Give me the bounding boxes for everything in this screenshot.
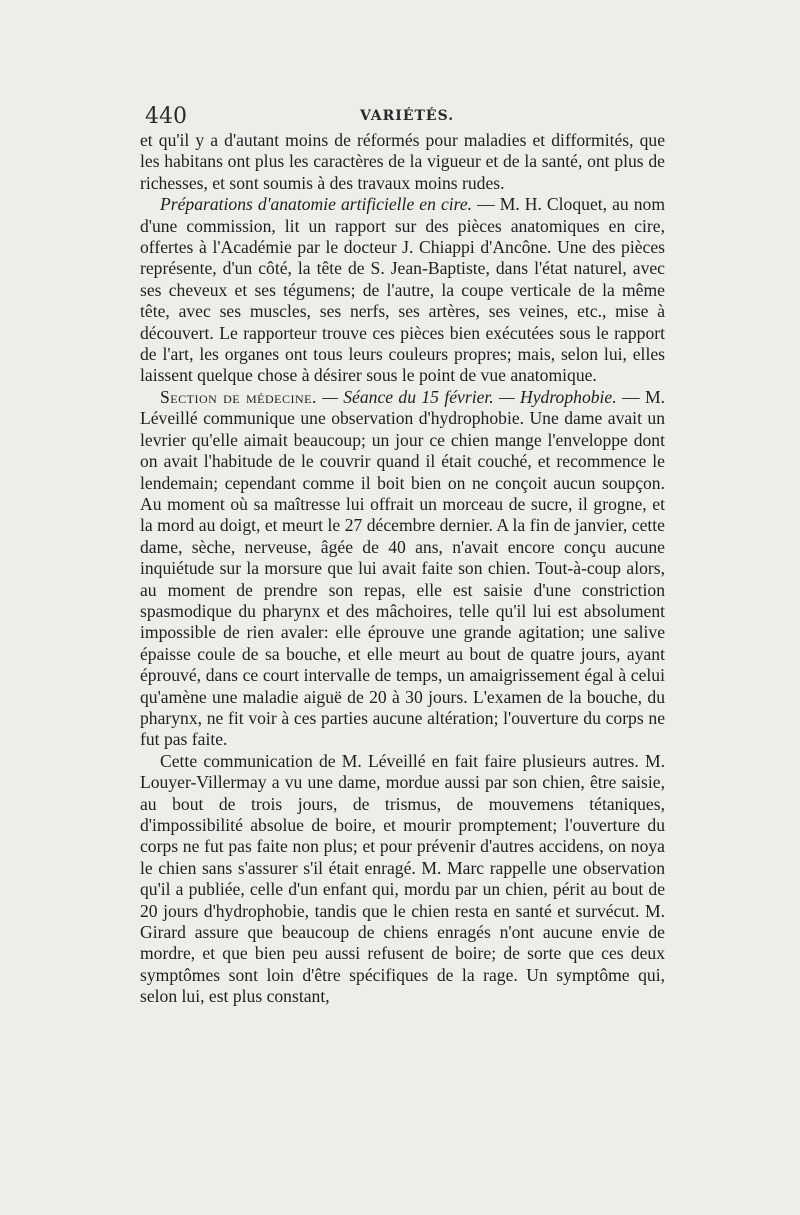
paragraph-1-text: et qu'il y a d'autant moins de réformés pour maladies et difformités, que les habitans ont plus les caractères de la vigueur et de la santé, ont plus de richesses, et sont soumis à des travaux moins rudes. — [140, 130, 665, 193]
paragraph-4-text: Cette communication de M. Léveillé en fait faire plusieurs autres. M. Louyer-Villermay a vu une dame, mordue aussi par son chien, être saisie, au bout de trois jours, de trismus, de mouvemens tétaniques, d'impossibilité absolue de boire, et mourir promptement; l'ouverture du corps ne fut pas faite non plus; et pour prévenir d'autres accidens, on noya le chien sans s'assurer s'il était enragé. M. Marc rappelle une observation qu'il a publiée, celle d'un enfant qui, mordu par un chien, périt au bout de 20 jours d'hydrophobie, tandis que le chien resta en santé et survécut. M. Girard assure que beaucoup de chiens enragés n'ont aucune envie de mordre, et que bien peu aussi refusent de boire; de sorte que ces deux symptômes sont loin d'être spécifiques de la rage. Un symptôme qui, selon lui, est plus constant, — [140, 750, 665, 1007]
paragraph-2-heading: Préparations d'anatomie artificielle en cire. — [160, 194, 473, 215]
body-text — [140, 130, 665, 1008]
section-heading: Section de médecine. — [160, 386, 317, 407]
paragraph-1 — [140, 130, 665, 194]
paragraph-2-text: — M. H. Cloquet, au nom d'une commission, lit un rapport sur des pièces anatomiques en cire, offertes à l'Académie par le docteur J. Chiappi d'Ancône. Une des pièces représente, d'un côté, la tête de S. Jean-Baptiste, dans l'état naturel, avec ses cheveux et ses tégumens; de l'autre, la coupe verticale de la même tête, avec ses muscles, ses nerfs, ses artères, ses veines, etc., mise à découvert. Le rapporteur trouve ces pièces bien exécutées sous le rapport de l'art, les organes ont tous leurs couleurs propres; mais, selon lui, elles laissent quelque chose à désirer sous le point de vue anatomique. — [140, 194, 666, 386]
page-header — [145, 104, 665, 128]
paragraph-3-text: — M. Léveillé communique une observation d'hydrophobie. Une dame avait un levrier qu'elle aimait beaucoup; un jour ce chien mange l'enveloppe dont on avait l'habitude de le couvrir quand il était couché, et recommence le lendemain; cependant comme il boit bien on ne conçoit aucun soupçon. Au moment où sa maîtresse lui offrait un morceau de sucre, il grogne, et la mord au doigt, et meurt le 27 décembre dernier. A la fin de janvier, cette dame, sèche, nerveuse, âgée de 40 ans, n'avait encore conçu aucune inquiétude sur la morsure que lui avait faite son chien. Tout-à-coup alors, au moment de prendre son repas, elle est saisie d'une constriction spasmodique du pharynx et des mâchoires, telle qu'il lui est absolument impossible de rien avaler: elle éprouve une grande agitation; une salive épaisse coule de sa bouche, et elle meurt au bout de quatre jours, ayant éprouvé, dans ce court intervalle de temps, un amaigrissement égal à celui qu'amène une maladie aiguë de 20 à 30 jours. L'examen de la bouche, du pharynx, ne fit voir à ces parties aucune altération; l'ouverture du corps ne fut pas faite. — [140, 386, 665, 750]
paragraph-4 — [140, 751, 665, 1008]
paragraph-2 — [140, 194, 665, 387]
running-title: VARIÉTÉS. — [360, 108, 455, 124]
paragraph-3-heading: — Séance du 15 février. — Hydrophobie. — [316, 386, 617, 407]
paragraph-3 — [140, 387, 665, 751]
page-number: 440 — [145, 104, 187, 129]
